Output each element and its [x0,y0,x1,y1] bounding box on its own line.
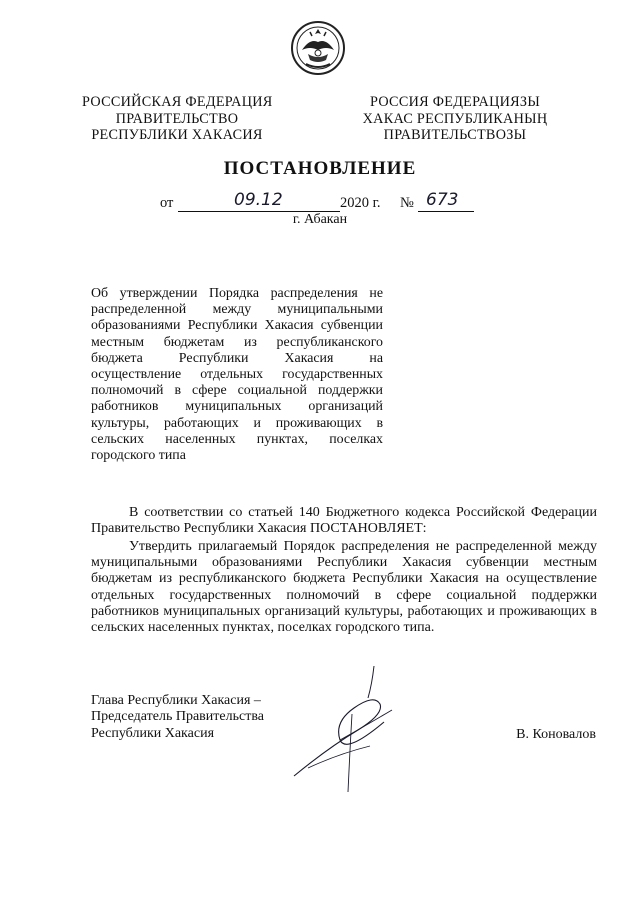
header-right-line2: ХАКАС РЕСПУБЛИКАНЫҢ [362,110,548,127]
date-handwritten: 09.12 [234,190,283,210]
header-right [362,94,548,144]
header-left [82,94,272,144]
number-handwritten: 673 [426,190,459,210]
coat-of-arms-emblem [290,20,346,76]
document-title: ПОСТАНОВЛЕНИЕ [223,158,417,179]
signatory-line1: Глава Республики Хакасия – [91,693,261,708]
header-right-line1: РОССИЯ ФЕДЕРАЦИЯЗЫ [369,94,541,110]
header-left-line2: ПРАВИТЕЛЬСТВО [115,110,239,127]
signatory-title [91,693,264,742]
subject-line: бюджета Республики Хакасия на [91,350,383,366]
subject-line: культуры, работающих и проживающих в [91,415,383,431]
signatory-name: В. Коновалов [516,727,596,742]
subject-line: городского типа [91,448,186,464]
dateline [160,190,480,213]
paragraph-line: Утвердить прилагаемый Порядок распределения не распределенной между [129,539,597,554]
paragraph-resolution [91,539,597,636]
paragraph-line: сельских населенных пунктах, поселках городского типа. [91,620,435,636]
handwritten-signature [288,664,398,794]
subject-line: полномочий в сфере социальной поддержки [91,383,383,399]
paragraph-line: Правительство Республики Хакасия ПОСТАНОВЛЯЕТ: [91,521,427,537]
year-label: 2020 г. [340,195,381,211]
signatory-line3: Республики Хакасия [91,725,215,741]
subject-line: Об утверждении Порядка распределения не [91,286,383,301]
paragraph-basis [91,505,597,537]
number-label: № [400,195,414,211]
signatory-line2: Председатель Правительства [91,709,264,725]
date-from-label: от [160,195,174,211]
subject-line: местным бюджетам из республиканского [91,334,383,350]
paragraph-line: В соответствии со статьей 140 Бюджетного кодекса Российской Федерации [129,505,597,520]
subject-line: сельских населенных пунктах, поселках [91,431,383,447]
paragraph-line: отдельных государственных полномочий в сфере социальной поддержки [91,587,597,603]
subject-block [91,286,383,464]
paragraph-line: работников муниципальных организаций культуры, работающих и проживающих в [91,603,597,619]
subject-line: образованиями Республики Хакасия субвенции [91,318,383,334]
subject-line: осуществление отдельных государственных [91,367,383,383]
header-right-line3: ПРАВИТЕЛЬСТВОЗЫ [383,127,527,143]
header-left-line1: РОССИЙСКАЯ ФЕДЕРАЦИЯ [82,94,273,110]
subject-line: работников муниципальных организаций [91,399,383,415]
subject-line: распределенной между муниципальными [91,302,383,318]
paragraph-line: бюджетам из республиканского бюджета Республики Хакасия на осуществление [91,571,597,587]
paragraph-line: муниципальными образованиями Республики Хакасия субвенции местным [91,555,597,571]
header-left-line3: РЕСПУБЛИКИ ХАКАСИЯ [91,127,263,143]
city: г. Абакан [292,212,348,227]
